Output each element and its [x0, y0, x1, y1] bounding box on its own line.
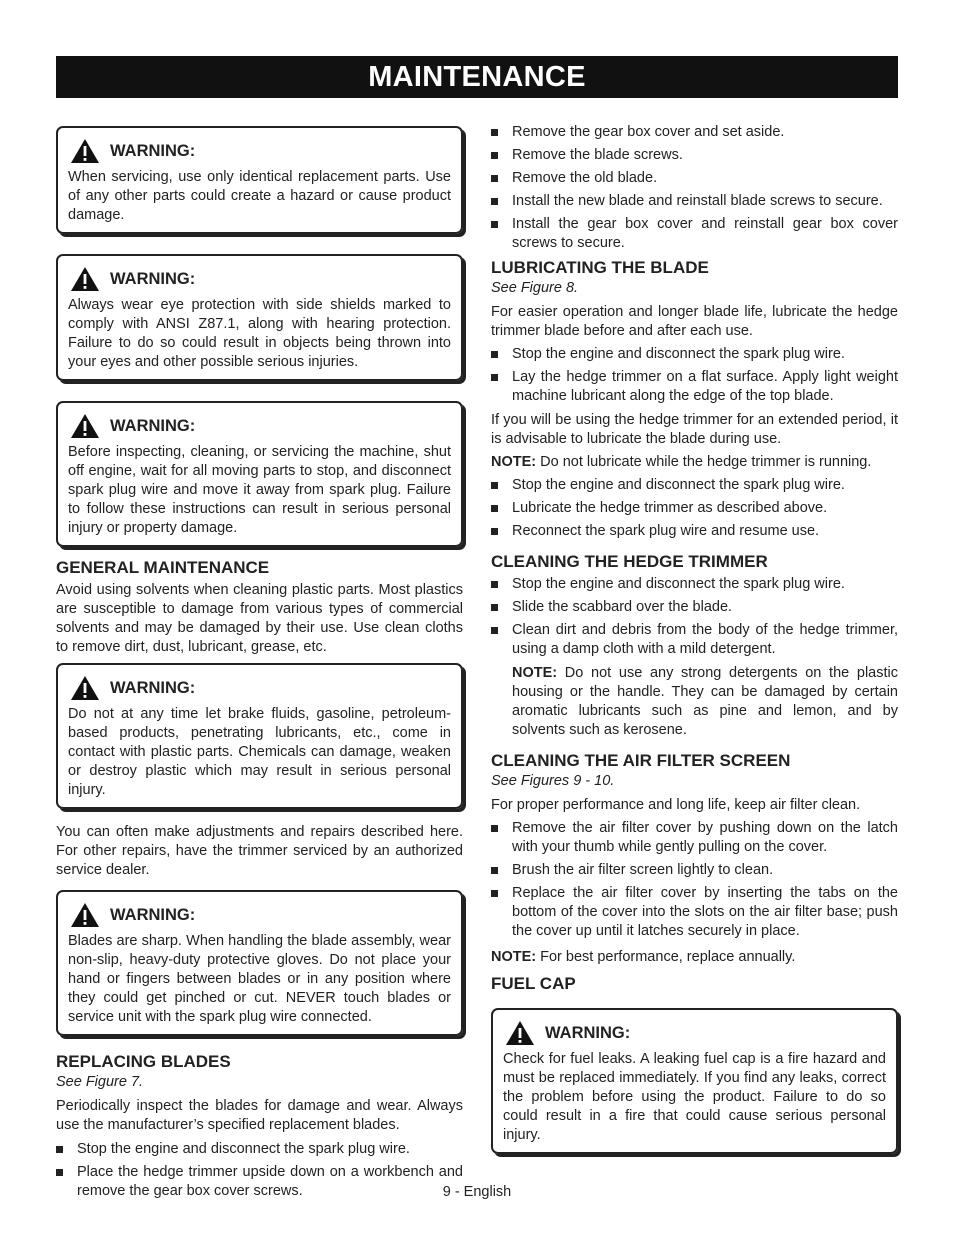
lubricating-list-2 [491, 476, 898, 541]
bullet-square-icon [491, 351, 498, 358]
warning-text: Before inspecting, cleaning, or servicing the machine, shut off engine, wait for all moving parts to stop, and disconnect spark plug wire and move it away from spark plug. Failure to follow these instructions can result in serious personal injury or property damage. [68, 444, 451, 536]
bullet-square-icon [56, 1146, 63, 1153]
warning-label: WARNING: [110, 416, 196, 435]
warning-text: Always wear eye protection with side shields marked to comply with ANSI Z87.1, along with hearing protection. Failure to do so could result in objects being thrown into your eyes and other possible serious injuries. [68, 297, 451, 370]
list-item: Slide the scabbard over the blade. [491, 598, 898, 617]
list-item: Brush the air filter screen lightly to clean. [491, 861, 898, 880]
list-item: Install the gear box cover and reinstall gear box cover screws to secure. [491, 215, 898, 253]
lubricating-list [491, 345, 898, 406]
warning-label: WARNING: [110, 678, 196, 697]
air-filter-text: For proper performance and long life, keep air filter clean. [491, 797, 861, 813]
list-item: Lubricate the hedge trimmer as described above. [491, 499, 898, 518]
warning-triangle-icon [70, 675, 100, 701]
list-item: Lay the hedge trimmer on a flat surface. Apply light weight machine lubricant along the edge of the top blade. [491, 368, 898, 406]
lubricating-note: NOTE: Do not lubricate while the hedge trimmer is running. [491, 454, 872, 470]
lubricating-heading: LUBRICATING THE BLADE [491, 258, 709, 277]
bullet-square-icon [491, 604, 498, 611]
warning-text: Blades are sharp. When handling the blade assembly, wear non-slip, heavy-duty protective gloves. Do not place your hand or fingers between blades or in any position where they could get pinched or cut. NEVER touch blades or service unit with the spark plug wire connected. [68, 933, 451, 1025]
bullet-square-icon [491, 505, 498, 512]
bullet-square-icon [491, 152, 498, 159]
warning-label: WARNING: [110, 141, 196, 160]
bullet-square-icon [491, 374, 498, 381]
warning-box-plastic-parts [56, 663, 463, 809]
bullet-square-icon [491, 175, 498, 182]
air-filter-note: NOTE: For best performance, replace annually. [491, 949, 796, 965]
list-item: Stop the engine and disconnect the spark plug wire. [491, 575, 898, 594]
warning-label: WARNING: [110, 905, 196, 924]
cleaning-trimmer-list [491, 575, 898, 659]
warning-box-fuel-leaks [491, 1008, 898, 1154]
bullet-square-icon [491, 198, 498, 205]
see-figure-ref: See Figures 9 - 10. [491, 773, 615, 789]
page-footer: 9 - English [442, 1184, 512, 1200]
left-column [56, 126, 463, 1201]
air-filter-list [491, 819, 898, 941]
bullet-square-icon [491, 482, 498, 489]
warning-triangle-icon [505, 1020, 535, 1046]
warning-text: Do not at any time let brake fluids, gasoline, petroleum-based products, penetrating lubricants, etc., come in contact with plastic parts. Chemicals can damage, weaken or destroy plastic which may result in serious personal injury. [68, 706, 451, 798]
fuel-cap-heading: FUEL CAP [491, 974, 576, 993]
warning-box-eye-protection [56, 254, 463, 381]
list-item: Stop the engine and disconnect the spark plug wire. [56, 1140, 463, 1159]
list-item: Reconnect the spark plug wire and resume use. [491, 522, 898, 541]
warning-label: WARNING: [545, 1023, 631, 1042]
see-figure-ref: See Figure 8. [491, 280, 579, 296]
adjustments-text: You can often make adjustments and repairs described here. For other repairs, have the trimmer serviced by an authorized service dealer. [56, 824, 463, 878]
list-item: Remove the old blade. [491, 169, 898, 188]
bullet-square-icon [491, 528, 498, 535]
bullet-square-icon [56, 1169, 63, 1176]
list-item: Clean dirt and debris from the body of the hedge trimmer, using a damp cloth with a mild detergent. [491, 621, 898, 659]
bullet-square-icon [491, 627, 498, 634]
general-maintenance-text: Avoid using solvents when cleaning plastic parts. Most plastics are susceptible to damage from various types of commercial solvents and may be damaged by their use. Use clean cloths to remove dirt, dust, lubricant, grease, etc. [56, 582, 463, 655]
warning-text: When servicing, use only identical replacement parts. Use of any other parts could create a hazard or cause product damage. [68, 169, 451, 223]
warning-box-sharp-blades [56, 890, 463, 1036]
replacing-blades-text: Periodically inspect the blades for damage and wear. Always use the manufacturer’s specified replacement blades. [56, 1098, 463, 1133]
cleaning-note: NOTE: Do not use any strong detergents on the plastic housing or the handle. They can be damaged by certain aromatic lubricants such as pine and lemon, and by solvents such as kerosene. [512, 665, 898, 738]
see-figure-ref: See Figure 7. [56, 1074, 144, 1090]
warning-box-inspecting [56, 401, 463, 547]
bullet-square-icon [491, 129, 498, 136]
list-item: Remove the blade screws. [491, 146, 898, 165]
lubricating-extended-text: If you will be using the hedge trimmer for an extended period, it is advisable to lubricate the blade during use. [491, 412, 898, 447]
bullet-square-icon [491, 221, 498, 228]
list-item: Replace the air filter cover by inserting the tabs on the bottom of the cover into the slots on the air filter base; push the cover up until it latches securely in place. [491, 884, 898, 941]
air-filter-heading: CLEANING THE AIR FILTER SCREEN [491, 751, 791, 770]
cleaning-trimmer-heading: CLEANING THE HEDGE TRIMMER [491, 552, 768, 571]
general-maintenance-heading: GENERAL MAINTENANCE [56, 558, 270, 577]
warning-triangle-icon [70, 902, 100, 928]
bullet-square-icon [491, 890, 498, 897]
warning-box-replacement-parts [56, 126, 463, 234]
warning-triangle-icon [70, 266, 100, 292]
list-item: Remove the air filter cover by pushing down on the latch with your thumb while gently pulling on the cover. [491, 819, 898, 857]
replacing-blades-list-continued [491, 123, 898, 253]
bullet-square-icon [491, 581, 498, 588]
list-item: Install the new blade and reinstall blade screws to secure. [491, 192, 898, 211]
list-item: Stop the engine and disconnect the spark plug wire. [491, 345, 898, 364]
lubricating-text: For easier operation and longer blade life, lubricate the hedge trimmer blade before and after each use. [491, 304, 898, 339]
page-title: MAINTENANCE [56, 56, 898, 98]
list-item: Stop the engine and disconnect the spark plug wire. [491, 476, 898, 495]
list-item: Place the hedge trimmer upside down on a workbench and remove the gear box cover screws. [56, 1163, 463, 1201]
right-column [491, 123, 898, 1154]
warning-triangle-icon [70, 413, 100, 439]
replacing-blades-heading: REPLACING BLADES [56, 1052, 231, 1071]
warning-text: Check for fuel leaks. A leaking fuel cap is a fire hazard and must be replaced immediately. If you find any leaks, correct the problem before using the product. Failure to do so could result in a fire that could cause serious personal injury. [503, 1051, 886, 1143]
warning-label: WARNING: [110, 269, 196, 288]
warning-triangle-icon [70, 138, 100, 164]
bullet-square-icon [491, 825, 498, 832]
list-item: Remove the gear box cover and set aside. [491, 123, 898, 142]
bullet-square-icon [491, 867, 498, 874]
